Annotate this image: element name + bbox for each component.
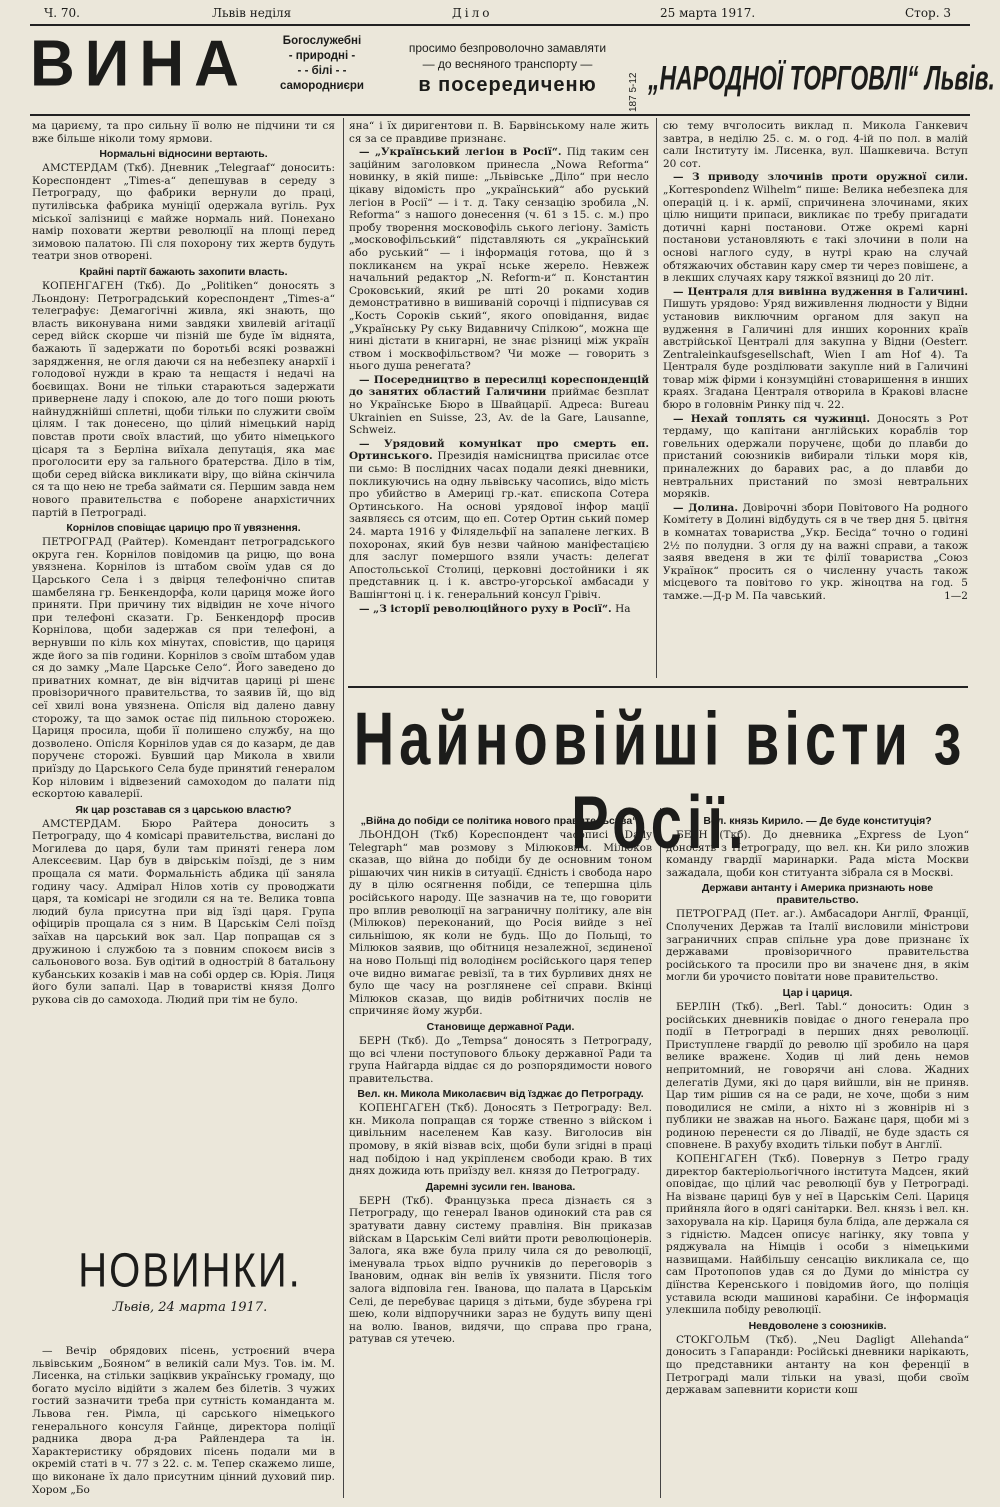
article-text: БЕРН (Ткб). До дневника „Express de Lyon“ доносять з Петрограду, що вел. кн. Ки рило зложив команду гвардії маринарки. Рада міста Москви зажадала, щоби кон ституанта зібрала ся в Москві.: [666, 829, 969, 879]
article-text: КОПЕНГАГЕН (Ткб). Доносять з Петрограду: Вел. кн. Микола попращав ся торже ственно з війском і цивільним населенем Кав казу. Виголосив він промову, в якій візвав всіх, щоби були згідні в праці над побідою і над укріпленєм свободи краю. В тих днях дожида ють приїзду вел. князя до Петрограду.: [349, 1102, 652, 1178]
article-paragraph: [32, 280, 335, 519]
request-bold: в посередиченю: [418, 74, 597, 96]
article-lead: — Нехай топлять ся чужинці.: [673, 412, 871, 425]
page-number: Стор. 3: [905, 6, 951, 20]
article-paragraph: [32, 818, 335, 1007]
article-headline: Невдоволене з союзників.: [748, 1319, 887, 1332]
article-lead: — „З історії революційного руху в Росії“.: [359, 602, 612, 615]
article-text: СТОКГОЛЬМ (Ткб). „Neu Dagligt Allehanda“ доносить з Гапаранди: Російські дневники нарікають, що представники антанту на кон ференції в Петрограді мали тільки на увазі, щоби своїм державам запевнити користи кош: [666, 1333, 969, 1397]
article-paragraph: [349, 438, 649, 602]
article-headline: Крайні партії бажають захопити власть.: [79, 265, 288, 278]
article-paragraph: [666, 1001, 969, 1152]
article-mark: 1—2: [944, 589, 968, 602]
column-rule: [343, 118, 344, 1498]
store-name: „НАРОДНОЇ ТОРГОВЛІ“ Львів.: [648, 58, 995, 97]
article-paragraph: [666, 908, 969, 984]
header-rule: [30, 24, 970, 26]
wine-ad-line: самородниєри: [280, 80, 364, 92]
ad-bottom-rule: [30, 114, 970, 116]
issue-date: 25 марта 1917.: [660, 6, 756, 20]
article-headline: Цар і цариця.: [782, 986, 853, 999]
news-column-text: [32, 1345, 335, 1500]
article-text: Доносять з Рот тердаму, що капітани англійських кораблів тор говельних одержали порученє, щоби до плавби до пристаний союзників вибирали тільки моря ків, приналежних до баравих рас, а до плавби до невтральних пристаний по змозі невтральних моряків.: [663, 412, 968, 501]
news-section-header: [40, 1244, 340, 1315]
column-3: [663, 120, 968, 680]
wine-ad-line: Богослужебні: [282, 35, 362, 47]
issue-number: Ч. 70.: [44, 6, 80, 20]
article-headline: Вел. кн. Микола Миколаєвич від їзджає до Петрограду.: [357, 1088, 644, 1101]
article-headline: „Війна до побіди се політика нового правительства“.: [360, 815, 641, 827]
article-text: КОПЕНГАГЕН (Ткб). До „Politiken“ доносять з Льондону: Петроградський кореспондент „Times-a“ телеграфує: Демагогічні живла, які знають, що власть виконувана ними завдяки хвилевій агітації серед війск скорше чи пізній ше буде їм віднята, бажають її задержати по боротьбі всякі розважні зарядження, не огля даючи ся на небезпеку анархії і голодової нужди в краю та нещастя і недачі на боєвищах. Вони не тільки стараються задержати привернене ладу і спокою, але до того поши рюють найнуджнійші сплетні, щоби тільки по служити своїм цілям. І так донесено, що цілий німецький нарід повстав проти своїх властий, що убито німецького цісаря та з Берліна виїхала депутація, яка має проголосити еру за гального братерства. Діло в тім, щоби серед війска викликати віру, що війна скінчила ся та що нею не треба займати ся. Першим завда нем нового правительства є поборене анархістичних партій в Петрограді.: [32, 279, 335, 519]
article-paragraph: [349, 1102, 652, 1178]
article-paragraph: [32, 162, 335, 263]
request-line: — до весняного транспорту —: [422, 57, 593, 71]
article-text: АМСТЕРДАМ (Ткб). Дневник „Telegraaf“ доносить: Кореспондент „Times-a“ депешував в середу з Петрограду, що фабрики вернули до праці, путилівська фабрика муніції одержала вугіль. Рух міської залізниці є майже нормаль ний. Понехано намір поховати жертви революції на площі перед зимовою палатою. Пі сля похорону тих жертв будуть театри знов отворені.: [32, 162, 335, 263]
article-text: БЕРЛІН (Ткб). „Berl. Tabl.“ доносить: Один з російських дневників повідає о дного генерала про події в Петрограді в перших днях революції. Приступлене гвардії до револю ції зробило на царя велике враженє. Ходив ці лий день немов непритомний, не говорячи ані слова. Жадних делегатів Думи, які до царя вийшли, він не приняв. Цар тим рішив ся на се ради, не хоче, щоби з ним поводилися не сміли, а ніхто ні з жовнірів ні з публики не зважав на нього. Бажанє царя, щоби мі з родиною перенести ся до Лівадії, не буде здасть ся сповнене. В рахубу входить тільки побут в Англії.: [666, 1000, 969, 1152]
article-lead: — Централя для вивінна вудження в Галичині.: [673, 285, 968, 298]
article-lead: — Посередництво в пересилці кореспонденцій до занятих областий Галичини: [349, 373, 649, 399]
article-paragraph: [349, 146, 649, 373]
article-paragraph: [349, 603, 649, 616]
request-line: просимо безпроволочно замавляти: [408, 41, 607, 55]
paper-name: Діло: [452, 6, 493, 20]
article-text: ПЕТРОГРАД (Райтер). Комендант петроградського округа ген. Корнілов повідомив ца рицю, що вона увязнена. Корнілов із штабом своїм удав ся до Царського Села і з двірця телефонічно спитав шамбеляна гр. Бенкендорфа, коли цариця може його приняти. При причину тих відвідин не хоче нічого при телефоні сказати. Гр. Бенкендорф просив Корнілова, щоби задержав ся при телефоні, а вернувши по кіль кох мінутах, сповістив, що цариця жде його за пів години. Корнілов з своїм штабом удав ся до замку „Мале Царське Село“. Його заведено до приватних комнат, де він відчитав цариці рі шенє провізоричного правительства, то заявив їй, що від сеї хвилі вона увязнена. Опісля від далено давну сторожу, та що замок остає під пильною сторожею. Цариця просила, щоби її полишено службу, на що дозволено. Опісля Корнілов удав ся до казарм, де дав порученє сторожі. Бувший цар Микола в хвили приїзду до Царського Села буде принятий генералом Кор ніловим і відвезений самоходом до палати під ескортою кавалерії.: [32, 536, 335, 801]
vertical-code: 187 5-12: [628, 72, 639, 112]
article-paragraph: [666, 829, 969, 879]
request-ad: [385, 40, 630, 98]
running-head: [0, 4, 1000, 22]
article-lead: — Долина.: [673, 501, 738, 514]
article-paragraph: [349, 374, 649, 437]
article-text: Довірочні збори Повітового На родного Комітету в Долині відбудуть ся в че твер дня 5. цвітня в комнатах товариства „Укр. Бесіда“ точно о годині 2½ по полудни. З огля ду на важні справи, а також заявя введеня в жи тє філії товариства „Союз Українок“ просить ся о численну участь також місцевого та повітово го укр. жіноцтва на год. 5 тамже.—Д-р М. Па чавський.: [663, 501, 968, 602]
article-lead: — „Український легіон в Росії“.: [359, 146, 562, 159]
continued-paragraph: сю тему вчголосить виклад п. Микола Ганкевич завтра, в неділю 25. с. м. о год. 4-ій по пол. в малій сали Інституту ім. Лисенка, вул. Шашкевича. Вступ 20 сот.: [663, 120, 968, 170]
continued-paragraph: ма цариєму, та про сильну її волю не підчини ти ся вже більше ніколи тому ярмови.: [32, 120, 335, 145]
article-paragraph: [663, 286, 968, 412]
article-text: ПЕТРОГРАД (Пет. аг.). Амбасадори Англії, Франції, Сполучених Держав та Італії висловили міністрови заграничних справ спільне ура дове признанє їх державами провізоричного правительства російського та просили про ви значенє дня, в якім могли би урочисто повітати нове правительство.: [666, 908, 969, 984]
banner-headline: Найновійші вісти з Росії.: [353, 695, 967, 865]
column-rule: [660, 808, 661, 1498]
column-2: [349, 120, 649, 680]
article-paragraph: [349, 1035, 652, 1085]
article-headline: Держави антанту і Америка признають нове правительство.: [701, 882, 934, 907]
article-text: Президія намісництва присилає отсе пи сьмо: В послідних часах подали деякі дневники, покликуючись на одну львівську часопись, відо мість про убийство в Америці гр.-кат. єпископа Сотера Ортинського. На основі урядової інфор мації заявляєсь ся отсим, що еп. Сотер Ортин ський помер 24. марта 1916 у Філядельфії на запалене легких. В похоронах, який був незви чайною маніфестацією для заслуг помершого взяли участь: делегат Апостольської Столиці, церковні достойники і як представник ц. і к. австро-угорської амбасади у Вашінгтоні ц. і к. генеральний консул Грівіч.: [349, 450, 649, 601]
section-title: НОВИНКИ.: [78, 1244, 302, 1298]
section-dateline: Львів, 24 марта 1917.: [112, 1300, 268, 1315]
banner-top-rule: [348, 686, 968, 688]
article-text: БЕРН (Ткб). До „Tempsa“ доносять з Петрограду, що всі члени поступового бльоку державної Ради та група Найгарда віддає ся до розпорядимости нового правительства.: [349, 1034, 652, 1085]
article-paragraph: [349, 1195, 652, 1346]
news-item: — Вечір обрядових пісень, устроєний вчера львівським „Бояном“ в великій сали Муз. Тов. ім. М. Лисенка, на стільки заціквив українську громаду, що богато мусіло відійти з жалем без білетів. З чужих гостий зазначити треба при сутність команданта м. Львова ген. Рімла, ці сарського німецького генерального консуля Гайнце, директора поліції радника двора д-ра Райлендера та ін. Характеристику обрядових пісень подали ми в окремій статі в ч. 77 з 22. с. м. Тепер скажемо лише, що виконане їх дало присутним цінний духовий пир. Хором „Бо: [32, 1345, 335, 1496]
article-headline: Нормальні відносини вертають.: [99, 148, 268, 161]
wine-ad-line: - - білі - -: [297, 65, 347, 77]
wine-ad-lines: [272, 34, 372, 94]
article-lead: — З приводу злочинів проти оружної сили.: [673, 171, 968, 184]
continued-paragraph: яна“ і їх диригентови п. В. Барвінському нале жить ся за се правдиве признанє.: [349, 120, 649, 145]
column-4: [349, 812, 652, 1502]
article-paragraph: [663, 413, 968, 501]
column-5: [666, 812, 969, 1502]
article-paragraph: КОПЕНГАГЕН (Ткб). Повернув з Петро граду директор бактеріольогічного інститута Мадсен, який оповідає, що цілий час революції був у Петрограді. На візванє цариці був у неї в Царськім Селі. Цариця прийняла його в одягі санітарки. Вел. князь і вел. кн. захорувала на кір. Цариця була бліда, але держала ся з гідністю. Мадсен описує нагінку, яку товпа у ряджувала на Німців і особи з німецькими назвищами. Найбільшу сенсацію викликала се, що сам Протопопов удав ся до Думи до міністра су діїнства Керенського і повідомив його, що поліція уставила всюди машинові карабіни. Се інформація улекшила побіду революції.: [666, 1153, 969, 1317]
article-text: Під таким сен заційним заголовком принесла „Nowa Reforma“ новинку, в якій пише: „Львівське „Діло“ при несло цікаву відомість про „український“ або руський легіон в Росії“ — і т. д. Таку сензацію зробила „N. Reforma“ з нашого донесення (ч. 61 з 15. с. м.) про пробу творення московофіль ського легіону. Замість „московофільський“ підставляють ся „український або руський“ — і інформація готова, що й з покликанєм на украї нське жерело. Невжеж начальний редактор „N. Reform-и“ п. Константин Сроковський, який ре шті 20 роками ходив демонстративно в вишиваній сорочці і підписував ся „Кость Сороків ський“, якого оповідання, видає „Українську Ру ську Видавничу Спілкою“, можна ще нині дістати в книгарні, не знає різниці між україн ством і москвофільством? Чи може — говорить з нього душа ренегата?: [349, 146, 649, 373]
city-day: Львів неділя: [212, 6, 292, 20]
article-text: Пишуть урядово: Уряд виживлення людности у Відни установив виключним органом для закуп на вудження в Галичині для инших коронних країв австрійської Централі для закупна у Відни (Oesterr. Zentraleinkaufsgesellschaft, Wien I am Hof 4). Та Централя буде розділювати закупле ний в Галичині товар між фірми і конзумційні стоваришення в инших краях. Згадана Централя отворила в Кракові власне бюро в головнім Ринку під ч. 22.: [663, 298, 968, 412]
article-text: „Korrespondenz Wilhelm“ пише: Велика небезпека для операцій ц. і к. армії, спричинена злочинами, яких цілю нищити припаси, викликає по требу пригадати дотичні карні постанови. Отже окремі карні постанови установляють є такі злочини в поли на основі наглого суду, в нутрі краю на случай обтяжаючих обставин кару смер ти через повішенє, а в лекших случаях кару тяжкої вязниці до 20 літ.: [663, 183, 968, 285]
article-lead: — Урядовий комунікат про смерть еп. Ортинського.: [349, 437, 649, 463]
article-headline: Як цар розставав ся з царською властю?: [75, 803, 292, 816]
article-paragraph: [663, 171, 968, 284]
article-text: На: [615, 602, 631, 615]
column-rule: [656, 118, 657, 678]
column-1: [32, 120, 335, 1248]
article-headline: Даремні зусили ген. Іванова.: [425, 1180, 576, 1193]
article-headline: Корнілов сповіщає царицю про її увязнення.: [66, 522, 301, 535]
article-text: ЛЬОНДОН (Ткб) Кореспондент часописі „Daily Telegraph“ мав розмову з Мілюковим. Мілюков сказав, що війна до побіди бу де основним тоном рішаючих чин ників в ситуації. Єдність і свобода наро ду в цілю осягнення побіди, се тепершна ціль російського народу. Ще зазначив на те, що говорити про вплив революції на заграничну політику, але він (Мілюков) переконаний, що Росія вийде з неї сильнішою, як коли не будь. Що до Польщі, то Мілюков заявив, що обітниця незалежної, зєдиненої на ново Польщі під володінєм російського царя тепер оче видно вимагає ревізії, та в тих бурливих днях не було ще часу на розглянене сеї справи. Вкінці Мілюков сказав, що видів робітничих послів не спричиняє йому журби.: [349, 829, 652, 1018]
article-paragraph: [349, 829, 652, 1018]
article-paragraph: [666, 1334, 969, 1397]
article-text: приймає безплат но Українське Бюро в Швайцарії. Адреса: Bureau Ukrainien en Suisse, 23, Av. de la Gare, Lausanne, Schweiz.: [349, 386, 649, 437]
article-text: БЕРН (Ткб). Французька преса дізнаєть ся з Петрограду, що генерал Іванов одинокий ста рав ся зратувати давну систему правліня. Він приказав війскам в Царськім Селі вийти проти революціонерів. Залога, яка вже була прилу чила ся до революції, іменувала трьох відпо ручників до переговорів з Івановим, однак він велів їх увязнити. Після того залога відповіла ген. Іванова, що палата в Царськім Селі, де перебуває цариця з дітьми, буде збурена грі шею, коли відпоручники зараз не будуть випу щені на волю. Іванов, видячи, що справа про грана, ратував ся утечею.: [349, 1194, 652, 1346]
article-headline: Становище державної Ради.: [426, 1020, 575, 1033]
wine-ad-title: ВИНА: [30, 27, 249, 101]
article-paragraph: [32, 536, 335, 800]
article-headline: Вел. князь Кирило. — Де буде конституція?: [703, 815, 932, 827]
article-text: АМСТЕРДАМ. Бюро Райтера доносить з Петрограду, що 4 комісарі правительства, вислані до Могилева до царя, були там приняті генера лом Алексеєвим. Цар був в двірськім поїзді, де з ним прощала ся мати. Формальність абдика ції заняла годину часу. Адмірал Нілов хотів су проводжати царя, та комісарі не згодили ся на те. Велика товпа людий була присутна при від їзді царя. Група офіцирів прощала ся з ним. В Царськім Селі поїзд заїхав на царський вок зал. Цар попращав ся з дружиною і службою та з повним спокоєм висів з сальонового воза. Був одітий в однострій 8 батальону кубанських козаків і мав на собі ордер св. Юрія. Лиця його були запалі. Цар в товаристві князя Долго рукова сів до самохода. Людий при тім не було.: [32, 817, 335, 1006]
article-paragraph: [663, 502, 968, 603]
wine-ad-line: - природні -: [288, 50, 356, 62]
